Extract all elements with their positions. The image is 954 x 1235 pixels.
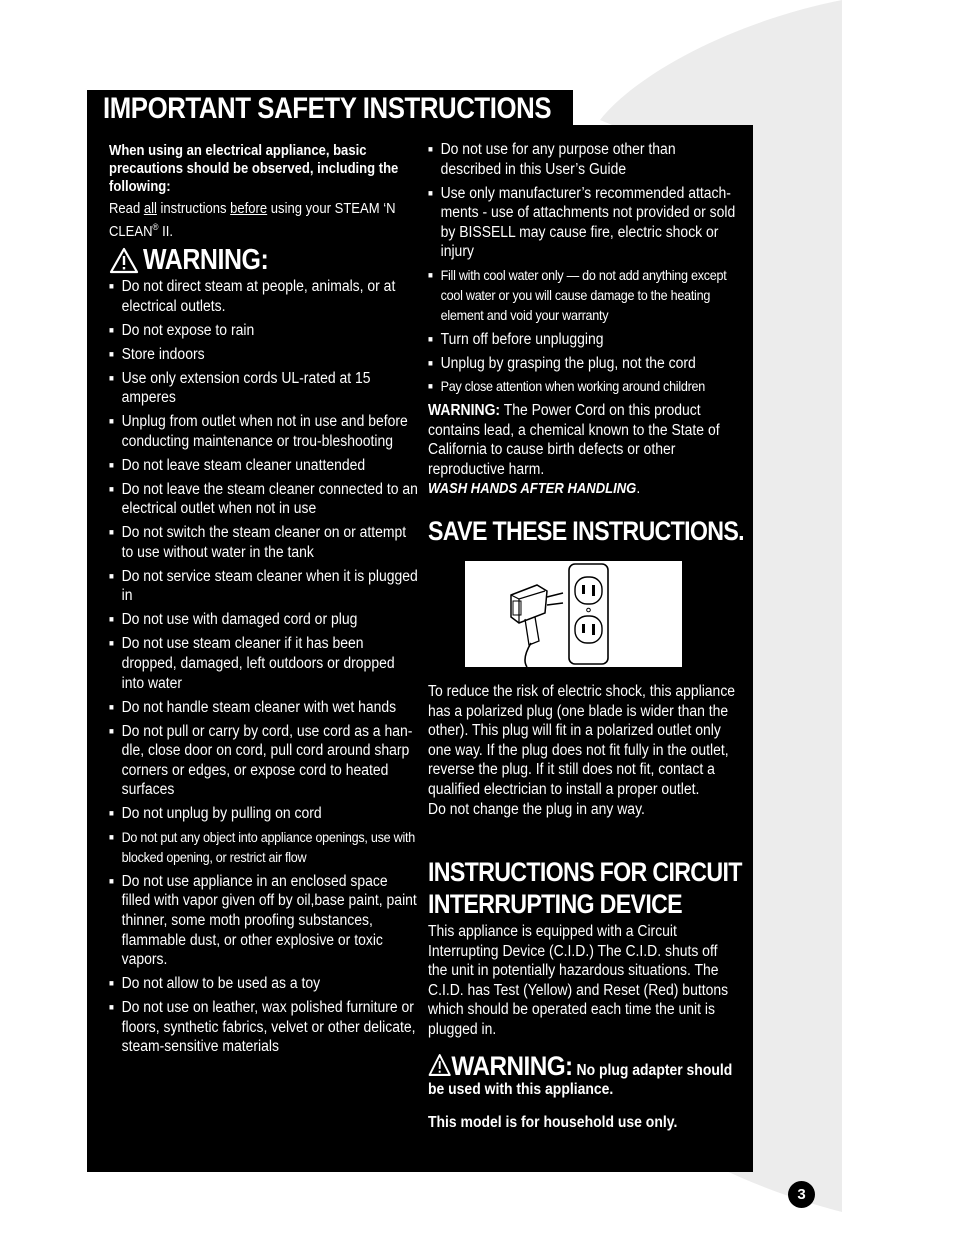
list-item: ■ Fill with cool water only — do not add anything except cool water or you will cause damage to the heating element and void your warranty xyxy=(428,266,739,325)
warning-triangle-icon xyxy=(428,1053,451,1077)
polarized-plug-text xyxy=(428,682,739,819)
read-instructions-line xyxy=(109,200,415,241)
plug-adapter-warning-text xyxy=(428,1053,739,1099)
plug-outlet-drawing xyxy=(465,561,682,667)
intro-text: When using an electrical appliance, basic precautions should be observed, including the following: xyxy=(109,143,399,195)
list-item: ■ Do not direct steam at people, animals, or at electrical outlets. xyxy=(109,277,420,316)
read-before: before xyxy=(230,201,268,217)
list-item: ■ Do not use for any purpose other than described in this User’s Guide xyxy=(428,140,739,179)
list-item: ■ Unplug from outlet when not in use and before conducting maintenance or trou-bleshooting xyxy=(109,412,420,451)
warning-triangle-icon xyxy=(109,247,139,274)
polarized-plug-note: Do not change the plug in any way. xyxy=(428,800,645,818)
cid-text: This appliance is equipped with a Circuit Interrupting Device (C.I.D.) The C.I.D. shuts off the unit in potentially hazardous situations. The C.I.D. has Test (Yellow) and Reset (Red) buttons which should be operated each time the unit is plugged in. xyxy=(428,923,729,1038)
list-item: ■ Do not leave steam cleaner unattended xyxy=(109,456,420,476)
list-item: ■ Do not use appliance in an enclosed space filled with vapor given off by oil,base paint, paint thinner, some moth proofing substances, flammable dust, or other explosive or toxic vapors. xyxy=(109,872,420,970)
list-item: ■ Store indoors xyxy=(109,345,420,365)
save-instructions-heading: SAVE THESE INSTRUCTIONS. xyxy=(428,516,744,546)
plug-outlet-illustration xyxy=(465,561,682,667)
list-item: ■ Unplug by grasping the plug, not the cord xyxy=(428,354,739,374)
prop65-text: The Power Cord on this product contains lead, a chemical known to the State of California to cause birth defects or other reproductive harm. xyxy=(428,402,720,478)
list-item: ■ Do not leave the steam cleaner connected to an electrical outlet when not in use xyxy=(109,480,420,519)
list-item: ■ Do not switch the steam cleaner on or attempt to use without water in the tank xyxy=(109,523,420,562)
right-warning-list xyxy=(428,140,739,401)
warning-label-2: WARNING: xyxy=(451,1051,573,1081)
page-number: 3 xyxy=(788,1181,815,1208)
cid-heading: INSTRUCTIONS FOR CIRCUIT INTERRUPTING DEVICE xyxy=(428,857,742,919)
read-part-2: instructions xyxy=(156,201,231,217)
list-item: ■ Do not handle steam cleaner with wet hands xyxy=(109,698,420,718)
list-item: ■ Do not use on leather, wax polished furniture or floors, synthetic fabrics, velvet or other delicate, steam-sensitive materials xyxy=(109,998,420,1057)
list-item: ■ Do not allow to be used as a toy xyxy=(109,974,420,994)
title-tab xyxy=(87,90,573,130)
read-part-3: using your STEAM ‘N CLEAN xyxy=(109,201,396,240)
left-warning-list xyxy=(109,277,420,1061)
page-title: IMPORTANT SAFETY INSTRUCTIONS xyxy=(103,92,552,125)
read-all: all xyxy=(143,201,157,217)
warning-2-text: No plug adapter should be used with this appliance. xyxy=(428,1062,733,1098)
prop65-label: WARNING: xyxy=(428,402,501,419)
list-item: ■ Pay close attention when working around children xyxy=(428,377,739,397)
list-item: ■ Use only manufacturer’s recommended attach-ments - use of attachments not provided or sold by BISSELL may cause fire, electric shock or injury xyxy=(428,184,739,262)
list-item: ■ Turn off before unplugging xyxy=(428,330,739,350)
list-item: ■ Do not service steam cleaner when it is plugged in xyxy=(109,567,420,606)
prop65-warning xyxy=(428,401,739,500)
list-item: ■ Do not unplug by pulling on cord xyxy=(109,804,420,824)
list-item: ■ Use only extension cords UL-rated at 15 amperes xyxy=(109,369,420,408)
list-item: ■ Do not use with damaged cord or plug xyxy=(109,610,420,630)
plug-adapter-warning xyxy=(428,1053,773,1099)
read-part-4: II. xyxy=(158,223,174,240)
household-use-note: This model is for household use only. xyxy=(428,1114,678,1131)
warning-header xyxy=(109,244,289,277)
read-part-1: Read xyxy=(109,201,144,217)
polarized-plug-paragraph: To reduce the risk of electric shock, this appliance has a polarized plug (one blade is wider than the other). This plug will fit in a polarized outlet only one way. If the plug does not fit fully in the outlet, reverse the plug. If it still does not fit, contact a qualified electrician to install a proper outlet. xyxy=(428,683,736,798)
safety-panel xyxy=(87,125,753,1172)
wash-hands-end: . xyxy=(636,480,641,498)
list-item: ■ Do not put any object into appliance openings, use with blocked opening, or restrict air flow xyxy=(109,828,420,867)
warning-label: WARNING: xyxy=(143,244,269,276)
list-item: ■ Do not pull or carry by cord, use cord as a han-dle, close door on cord, pull cord around sharp corners or edges, or expose cord to heated surfaces xyxy=(109,722,420,800)
list-item: ■ Do not expose to rain xyxy=(109,321,420,341)
list-item: ■ Do not use steam cleaner if it has been dropped, damaged, left outdoors or dropped into water xyxy=(109,634,420,693)
wash-hands-text: WASH HANDS AFTER HANDLING xyxy=(428,481,637,498)
registered-mark: ® xyxy=(152,222,159,232)
